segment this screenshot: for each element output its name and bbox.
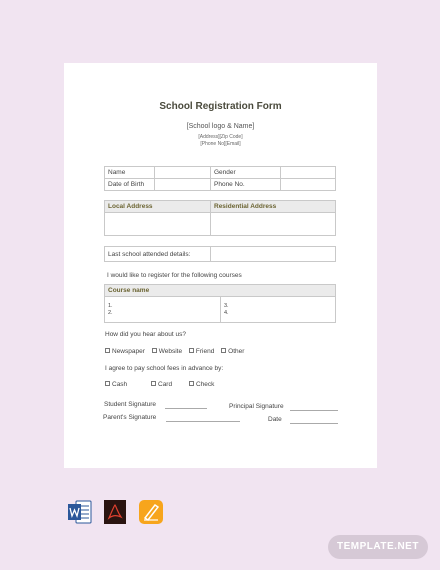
form-page <box>64 63 377 468</box>
dob-label: Date of Birth <box>105 179 155 191</box>
word-icon[interactable] <box>68 500 92 524</box>
checkbox[interactable] <box>189 381 194 386</box>
template-net-badge[interactable]: TEMPLATE.NET <box>328 535 428 559</box>
option-label: Check <box>196 381 215 388</box>
local-address-header: Local Address <box>105 201 211 213</box>
acrobat-pdf-icon[interactable] <box>103 500 127 524</box>
courses-left-field[interactable] <box>105 297 221 323</box>
principal-signature-line[interactable] <box>290 410 338 411</box>
date-label: Date <box>268 416 282 423</box>
student-signature-label: Student Signature <box>104 401 157 408</box>
course-number-1: 1. <box>108 302 113 309</box>
checkbox[interactable] <box>105 381 110 386</box>
phone-field[interactable] <box>281 179 336 191</box>
checkbox[interactable] <box>189 348 194 353</box>
course-number-3: 3. <box>224 302 229 309</box>
gender-field[interactable] <box>281 167 336 179</box>
student-signature-line[interactable] <box>165 408 207 409</box>
pages-icon[interactable] <box>139 500 163 524</box>
course-number-4: 4. <box>224 309 229 316</box>
fee-option-check[interactable] <box>189 381 214 388</box>
parent-signature-line[interactable] <box>166 421 240 422</box>
checkbox[interactable] <box>152 348 157 353</box>
option-website[interactable] <box>152 348 182 355</box>
local-address-field[interactable] <box>105 213 211 236</box>
dob-field[interactable] <box>155 179 211 191</box>
date-line[interactable] <box>290 423 338 424</box>
school-logo-placeholder: [School logo & Name] <box>186 123 255 130</box>
parent-signature-label: Parent's Signature <box>103 414 157 421</box>
course-number-2: 2. <box>108 309 113 316</box>
option-label: Other <box>228 348 245 355</box>
checkbox[interactable] <box>221 348 226 353</box>
fee-option-cash[interactable] <box>105 381 127 388</box>
option-newspaper[interactable] <box>105 348 145 355</box>
residential-address-header: Residential Address <box>211 201 336 213</box>
fee-option-card[interactable] <box>151 381 172 388</box>
option-label: Card <box>158 381 173 388</box>
option-label: Cash <box>112 381 128 388</box>
principal-signature-label: Principal Signature <box>229 403 284 410</box>
checkbox[interactable] <box>151 381 156 386</box>
last-school-field[interactable] <box>211 247 336 262</box>
option-friend[interactable] <box>189 348 214 355</box>
option-label: Website <box>158 348 183 355</box>
option-other[interactable] <box>221 348 244 355</box>
address-placeholder: [Address][Zip Code] <box>198 134 243 140</box>
personal-details-table <box>104 166 336 191</box>
name-label: Name <box>105 167 155 179</box>
courses-table <box>104 284 336 323</box>
hear-options <box>105 348 249 355</box>
checkbox[interactable] <box>105 348 110 353</box>
course-name-header: Course name <box>105 285 336 297</box>
contact-placeholder: [Phone No][Email] <box>200 141 241 147</box>
form-title: School Registration Form <box>159 101 282 112</box>
option-label: Friend <box>195 348 215 355</box>
address-table <box>104 200 336 236</box>
name-field[interactable] <box>155 167 211 179</box>
phone-label: Phone No. <box>211 179 281 191</box>
last-school-label: Last school attended details: <box>105 247 211 262</box>
option-label: Newspaper <box>112 348 145 355</box>
courses-right-field[interactable] <box>221 297 336 323</box>
gender-label: Gender <box>211 167 281 179</box>
last-school-table <box>104 246 336 262</box>
courses-intro: I would like to register for the following courses <box>107 272 242 279</box>
hear-question: How did you hear about us? <box>105 331 186 338</box>
residential-address-field[interactable] <box>211 213 336 236</box>
fees-question: I agree to pay school fees in advance by: <box>105 365 224 372</box>
